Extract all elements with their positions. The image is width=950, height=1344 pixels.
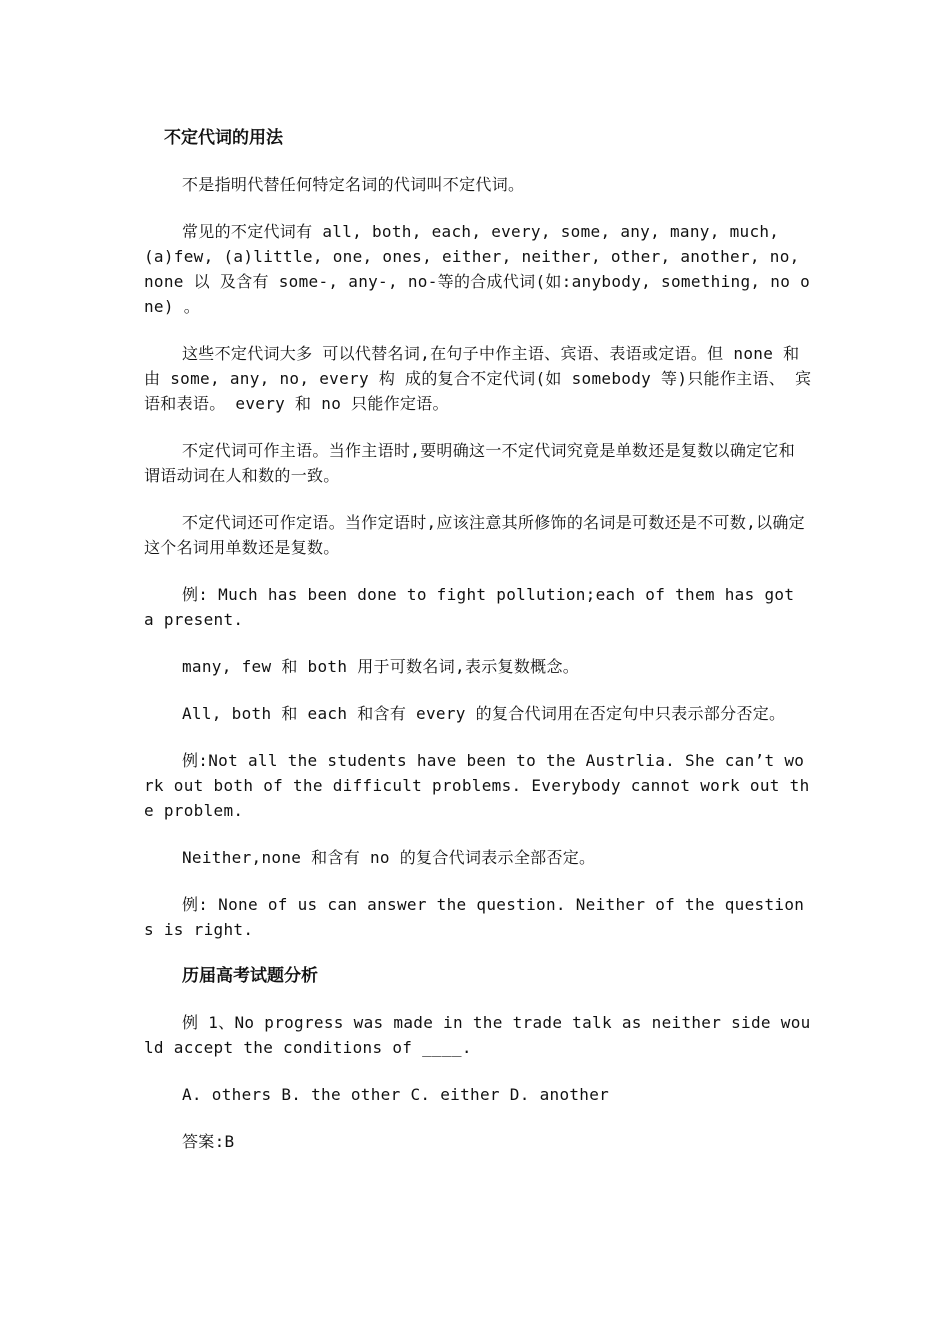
- paragraph-usage-roles: 这些不定代词大多 可以代替名词,在句子中作主语、宾语、表语或定语。但 none 和由 some, any, no, every 构 成的复合不定代词(如 somebody 等)只能作主语、 宾语和表语。 every 和 no 只能作定语。: [144, 344, 812, 413]
- document-content: [144, 126, 815, 1154]
- exam-answer: 答案:B: [182, 1132, 235, 1151]
- paragraph-definition: 不是指明代替任何特定名词的代词叫不定代词。: [182, 175, 525, 194]
- paragraph-full-negation: Neither,none 和含有 no 的复合代词表示全部否定。: [182, 848, 596, 867]
- exam-question: 例 1、No progress was made in the trade talk as neither side would accept the conditions of ____.: [144, 1013, 811, 1057]
- paragraph-common-pronouns: 常见的不定代词有 all, both, each, every, some, any, many, much, (a)few, (a)little, one, ones, either, neither, other, another, no, none 以 及含有 some-, any-, no-等的合成代词(如:anybody, something, no one) 。: [144, 222, 811, 316]
- paragraph-example-2: 例:Not all the students have been to the Austrlia. She can’t work out both of the difficult problems. Everybody cannot work out the problem.: [144, 751, 810, 820]
- paragraph-as-subject: 不定代词可作主语。当作主语时,要明确这一不定代词究竟是单数还是复数以确定它和 谓语动词在人和数的一致。: [144, 441, 805, 485]
- paragraph-countable: many, few 和 both 用于可数名词,表示复数概念。: [182, 657, 580, 676]
- paragraph-example-3: 例: None of us can answer the question. Neither of the questions is right.: [144, 895, 805, 939]
- exam-options: A. others B. the other C. either D. another: [182, 1085, 610, 1104]
- page-title: 不定代词的用法: [164, 128, 283, 148]
- paragraph-example-1: 例: Much has been done to fight pollution;each of them has got a present.: [144, 585, 805, 629]
- paragraph-as-attribute: 不定代词还可作定语。当作定语时,应该注意其所修饰的名词是可数还是不可数,以确定 这个名词用单数还是复数。: [144, 513, 815, 557]
- paragraph-partial-negation: All, both 和 each 和含有 every 的复合代词用在否定句中只表示部分否定。: [182, 704, 786, 723]
- section-title: 历届高考试题分析: [182, 966, 318, 986]
